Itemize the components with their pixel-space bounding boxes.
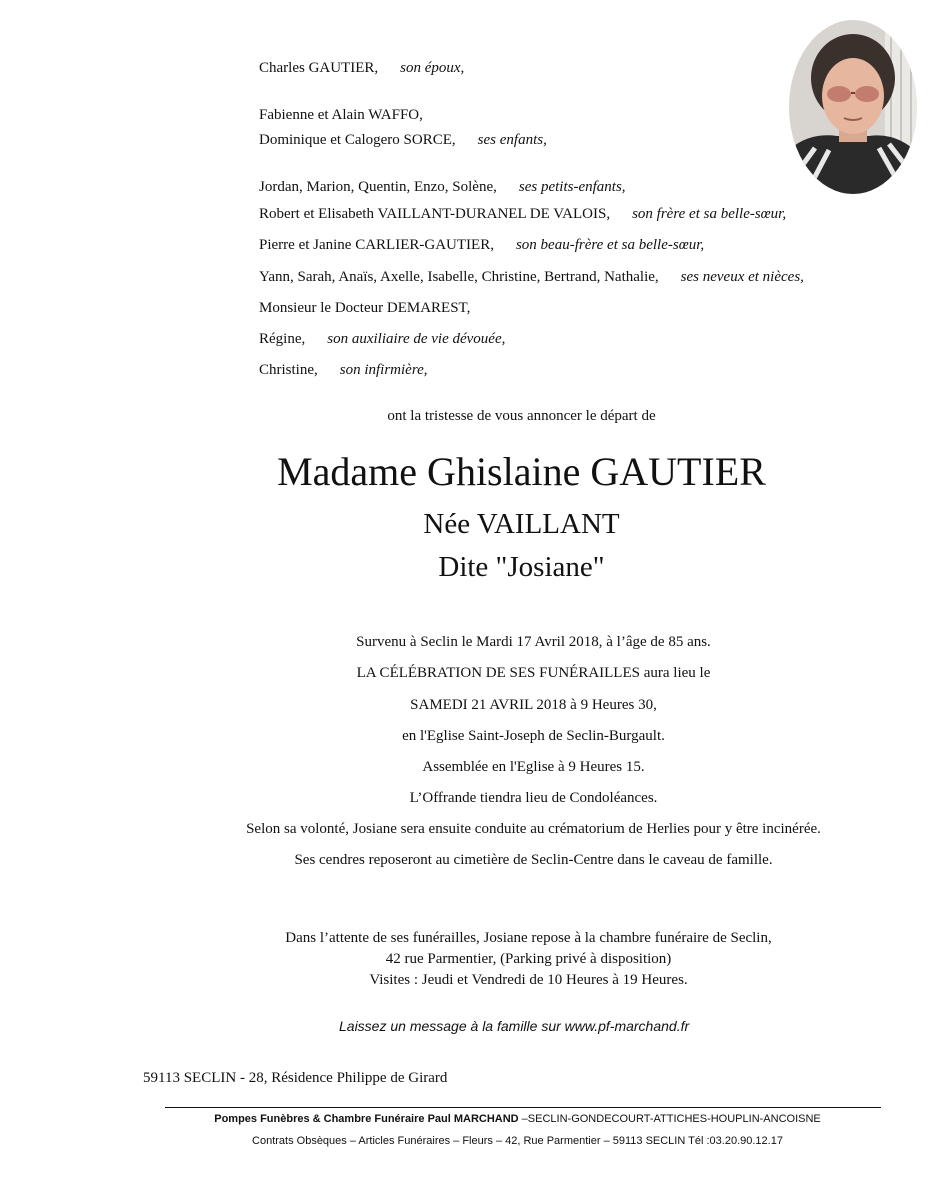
footer-services-line: Contrats Obsèques – Articles Funéraires – Fleurs – 42, Rue Parmentier – 59113 SECLIN Tél :03.20.90.12.17 <box>252 1135 783 1147</box>
family-relation: ses neveux et nièces, <box>680 269 804 285</box>
family-names: Robert et Elisabeth VAILLANT-DURANEL DE VALOIS, <box>259 206 611 222</box>
family-names: Fabienne et Alain WAFFO, <box>259 107 423 123</box>
detail-celebration: LA CÉLÉBRATION DE SES FUNÉRAILLES aura lieu le <box>356 665 711 681</box>
detail-cremation: Selon sa volonté, Josiane sera ensuite conduite au crématorium de Herlies pour y être incinérée. <box>246 821 821 837</box>
family-names: Pierre et Janine CARLIER-GAUTIER, <box>259 237 494 253</box>
family-names: Dominique et Calogero SORCE, <box>259 132 456 148</box>
family-relation: ses enfants, <box>477 132 547 148</box>
detail-date-time: SAMEDI 21 AVRIL 2018 à 9 Heures 30, <box>410 697 657 713</box>
detail-ashes: Ses cendres reposeront au cimetière de Seclin-Centre dans le caveau de famille. <box>294 852 773 868</box>
family-line-caregiver <box>259 330 505 348</box>
family-relation: son auxiliaire de vie dévouée, <box>327 331 506 347</box>
deceased-nickname: Dite "Josiane" <box>438 551 605 583</box>
family-line-doctor <box>259 299 470 317</box>
family-line-child-2 <box>259 131 547 149</box>
footer-company-line <box>44 1113 947 1125</box>
footer-locations: –SECLIN-GONDECOURT-ATTICHES-HOUPLIN-ANCOISNE <box>518 1113 821 1125</box>
portrait-illustration <box>789 20 917 194</box>
detail-offering: L’Offrande tiendra lieu de Condoléances. <box>409 790 658 806</box>
family-line-spouse <box>259 59 464 77</box>
announcement-text: ont la tristesse de vous annoncer le départ de <box>387 408 656 424</box>
family-relation: son époux, <box>400 60 465 76</box>
detail-death-notice: Survenu à Seclin le Mardi 17 Avril 2018, à l’âge de 85 ans. <box>356 634 711 650</box>
family-names: Christine, <box>259 362 318 378</box>
detail-church: en l'Eglise Saint-Joseph de Seclin-Burgault. <box>402 728 665 744</box>
family-relation: son infirmière, <box>339 362 428 378</box>
footer-divider <box>165 1107 881 1108</box>
guestbook-message-line: Laissez un message à la famille sur www.pf-marchand.fr <box>339 1018 690 1034</box>
family-relation: son beau-frère et sa belle-sœur, <box>515 237 705 253</box>
footer-company-name: Pompes Funèbres & Chambre Funéraire Paul MARCHAND <box>214 1113 519 1125</box>
family-line-child-1 <box>259 106 423 124</box>
visitation-line-1: Dans l’attente de ses funérailles, Josiane repose à la chambre funéraire de Seclin, <box>285 930 772 946</box>
visitation-line-2: 42 rue Parmentier, (Parking privé à disposition) <box>385 951 672 967</box>
family-names: Charles GAUTIER, <box>259 60 379 76</box>
detail-assembly: Assemblée en l'Eglise à 9 Heures 15. <box>422 759 645 775</box>
deceased-name: Madame Ghislaine GAUTIER <box>277 449 766 494</box>
portrait-photo <box>789 20 917 194</box>
family-names: Régine, <box>259 331 306 347</box>
family-relation: son frère et sa belle-sœur, <box>632 206 787 222</box>
deceased-maiden-name: Née VAILLANT <box>423 508 620 540</box>
family-line-nephews <box>259 268 804 286</box>
family-address: 59113 SECLIN - 28, Résidence Philippe de Girard <box>143 1070 448 1086</box>
family-line-brother-in-law <box>259 236 704 254</box>
visitation-line-3: Visites : Jeudi et Vendredi de 10 Heures à 19 Heures. <box>369 972 688 988</box>
family-names: Jordan, Marion, Quentin, Enzo, Solène, <box>259 179 497 195</box>
family-names: Monsieur le Docteur DEMAREST, <box>259 300 471 316</box>
family-line-brother <box>259 205 786 223</box>
family-line-nurse <box>259 361 428 379</box>
family-names: Yann, Sarah, Anaïs, Axelle, Isabelle, Christine, Bertrand, Nathalie, <box>259 269 659 285</box>
family-relation: ses petits-enfants, <box>518 179 626 195</box>
family-line-grandchildren <box>259 178 626 196</box>
